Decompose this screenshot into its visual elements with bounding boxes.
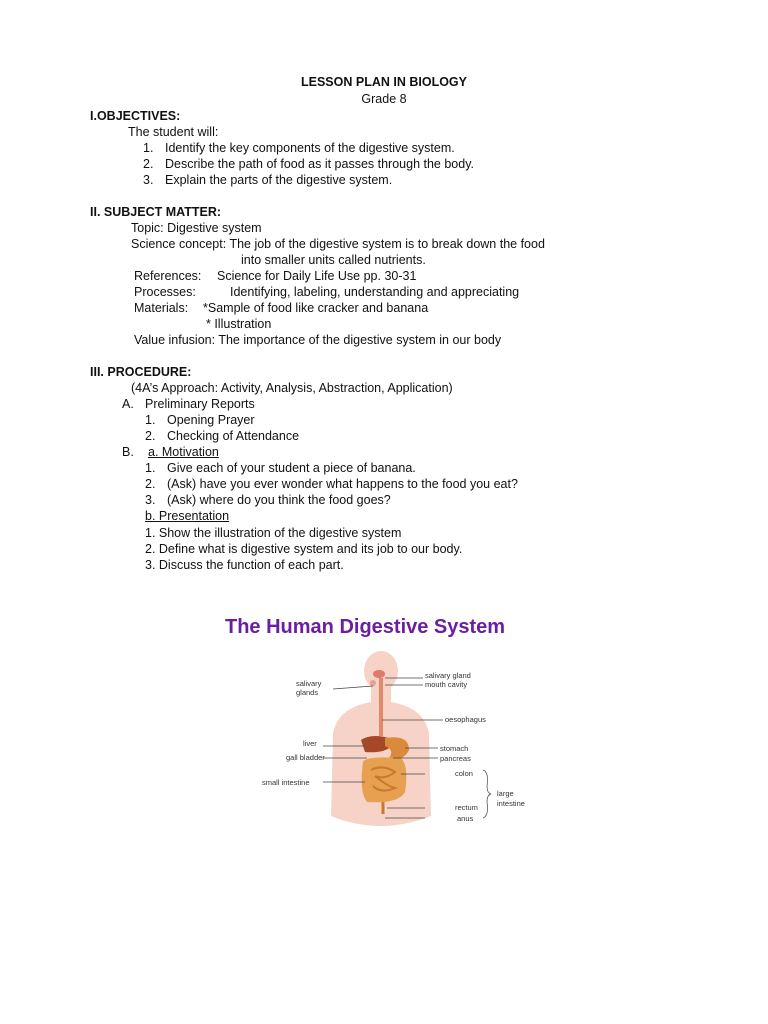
document-title: LESSON PLAN IN BIOLOGY [301, 75, 467, 89]
label-rectum: rectum [455, 803, 478, 812]
procedure-heading: III. PROCEDURE: [90, 365, 192, 379]
label-salivary-gland: salivary gland [425, 671, 471, 680]
list-number: 2. [145, 429, 156, 443]
list-number: 2. [145, 477, 156, 491]
value-infusion-line: Value infusion: The importance of the digestive system in our body [134, 333, 502, 347]
objective-item: Identify the key components of the digestive system. [165, 141, 455, 155]
objective-item: Explain the parts of the digestive system. [165, 173, 393, 187]
references-label: References: [134, 269, 202, 283]
science-concept-continuation: into smaller units called nutrients. [241, 253, 426, 267]
label-liver: liver [303, 739, 317, 748]
label-anus: anus [457, 814, 474, 823]
label-large-intestine: large [497, 789, 514, 798]
intestine-shape [362, 758, 407, 803]
materials-label: Materials: [134, 301, 189, 315]
list-item: Checking of Attendance [167, 429, 300, 443]
label-salivary-glands: salivary [296, 679, 322, 688]
salivary-gland-shape [370, 680, 376, 686]
digestive-system-figure [225, 616, 555, 831]
objectives-intro: The student will: [128, 125, 219, 139]
label-oesophagus: oesophagus [445, 715, 486, 724]
label-colon: colon [455, 769, 473, 778]
materials-value: *Sample of food like cracker and banana [203, 301, 429, 315]
list-item: Give each of your student a piece of banana. [167, 461, 416, 475]
materials-value: * Illustration [206, 317, 272, 331]
subject-matter-heading: II. SUBJECT MATTER: [90, 205, 222, 219]
topic-line: Topic: Digestive system [131, 221, 262, 235]
objectives-heading: I.OBJECTIVES: [90, 109, 181, 123]
processes-label: Processes: [134, 285, 196, 299]
presentation-title: b. Presentation [145, 509, 230, 523]
references-value: Science for Daily Life Use pp. 30-31 [217, 269, 417, 283]
section-letter: B. [122, 445, 134, 459]
grade-label: Grade 8 [361, 92, 407, 106]
label-gall-bladder: gall bladder [286, 753, 325, 762]
label-salivary-glands: glands [296, 688, 319, 697]
list-number: 3. [145, 493, 156, 507]
section-title: Preliminary Reports [145, 397, 255, 411]
section-letter: A. [122, 397, 134, 411]
science-concept-line: Science concept: The job of the digestive system is to break down the food [131, 237, 545, 251]
label-small-intestine: small intestine [262, 778, 310, 787]
approach-line: (4A’s Approach: Activity, Analysis, Abstraction, Application) [131, 381, 453, 395]
figure-title: The Human Digestive System [225, 616, 506, 638]
processes-value: Identifying, labeling, understanding and appreciating [230, 285, 520, 299]
list-item: Opening Prayer [167, 413, 255, 427]
objective-item: Describe the path of food as it passes through the body. [165, 157, 474, 171]
list-number: 1. [145, 461, 156, 475]
objective-number: 3. [143, 173, 154, 187]
list-item: 1. Show the illustration of the digestive system [145, 526, 402, 540]
list-number: 1. [145, 413, 156, 427]
mouth-cavity-shape [373, 670, 385, 678]
objective-number: 2. [143, 157, 154, 171]
list-item: (Ask) have you ever wonder what happens to the food you eat? [167, 477, 518, 491]
label-pancreas: pancreas [440, 754, 471, 763]
list-item: (Ask) where do you think the food goes? [167, 493, 391, 507]
label-large-intestine: intestine [497, 799, 525, 808]
digestive-system-illustration [225, 616, 555, 831]
motivation-title: a. Motivation [148, 445, 219, 459]
list-item: 3. Discuss the function of each part. [145, 558, 344, 572]
objective-number: 1. [143, 141, 154, 155]
label-stomach: stomach [440, 744, 469, 753]
label-mouth-cavity: mouth cavity [425, 680, 468, 689]
list-item: 2. Define what is digestive system and its job to our body. [145, 542, 463, 556]
